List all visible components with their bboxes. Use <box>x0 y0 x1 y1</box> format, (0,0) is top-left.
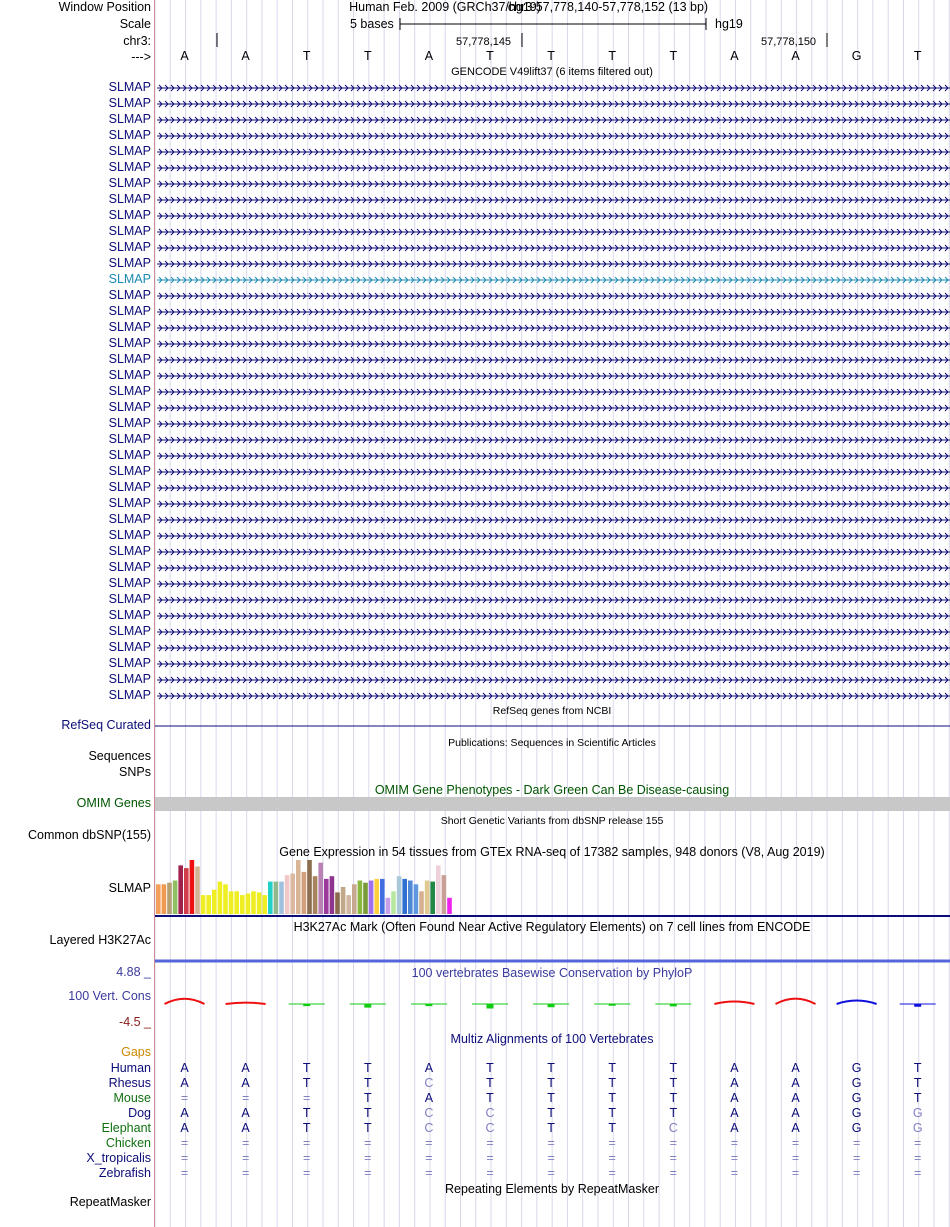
reference-base: A <box>180 49 189 63</box>
gtex-tissue-bar <box>346 895 351 914</box>
gtex-tissue-bar <box>369 881 374 914</box>
h3k27ac-signal-line <box>155 959 950 965</box>
multiz-aligned-base: C <box>424 1076 434 1090</box>
multiz-aligned-base: = <box>608 1151 616 1165</box>
publications-track-title: Publications: Sequences in Scientific Articles <box>448 737 656 749</box>
multiz-aligned-base: A <box>241 1061 250 1075</box>
multiz-aligned-base: T <box>363 1076 372 1090</box>
snps-track-label[interactable]: SNPs <box>119 765 151 779</box>
multiz-aligned-base: = <box>730 1166 739 1180</box>
multiz-aligned-base: = <box>425 1136 433 1150</box>
multiz-aligned-base: T <box>547 1091 555 1105</box>
multiz-aligned-base: = <box>852 1166 861 1180</box>
multiz-aligned-base: A <box>241 1121 250 1135</box>
phylop-score-mark <box>655 1004 691 1006</box>
gtex-tissue-bar <box>386 898 391 914</box>
gaps-label: Gaps <box>121 1045 151 1059</box>
gtex-tissue-bar <box>290 874 295 915</box>
gtex-tissue-bar <box>436 865 441 914</box>
multiz-aligned-base: = <box>914 1136 922 1150</box>
gencode-transcript-label[interactable]: SLMAP <box>108 544 151 558</box>
multiz-aligned-base: = <box>303 1151 311 1165</box>
multiz-aligned-base: A <box>180 1121 189 1135</box>
multiz-aligned-base: = <box>241 1151 250 1165</box>
multiz-aligned-base: T <box>302 1106 311 1120</box>
multiz-aligned-base: = <box>791 1166 800 1180</box>
multiz-track-title: Multiz Alignments of 100 Vertebrates <box>450 1032 654 1046</box>
gencode-transcript-label[interactable]: SLMAP <box>108 528 151 542</box>
gencode-transcript-label[interactable]: SLMAP <box>108 688 151 702</box>
phylop-score-mark <box>837 1001 877 1004</box>
gtex-tissue-bar <box>447 898 452 914</box>
multiz-aligned-base: G <box>851 1106 862 1120</box>
multiz-aligned-base: A <box>241 1076 250 1090</box>
gtex-tissue-bar <box>313 876 318 914</box>
multiz-aligned-base: T <box>608 1061 617 1075</box>
repeatmasker-track-title: Repeating Elements by RepeatMasker <box>444 1182 660 1196</box>
multiz-aligned-base: = <box>425 1166 433 1180</box>
multiz-aligned-base: = <box>180 1136 189 1150</box>
multiz-aligned-base: T <box>913 1061 922 1075</box>
phylop-track-label[interactable]: 100 Vert. Cons <box>68 989 151 1003</box>
multiz-aligned-base: A <box>730 1076 739 1090</box>
gencode-transcript-label[interactable]: SLMAP <box>108 240 151 254</box>
multiz-aligned-base: A <box>791 1076 800 1090</box>
multiz-aligned-base: G <box>912 1106 923 1120</box>
gencode-transcript-label[interactable]: SLMAP <box>108 592 151 606</box>
multiz-aligned-base: = <box>730 1136 739 1150</box>
gtex-tissue-bar <box>167 883 172 914</box>
multiz-aligned-base: = <box>241 1091 250 1105</box>
multiz-species-label[interactable]: X_tropicalis <box>86 1151 151 1165</box>
phylop-score-mark <box>594 1004 630 1005</box>
multiz-aligned-base: T <box>608 1121 617 1135</box>
multiz-aligned-base: = <box>914 1166 922 1180</box>
multiz-aligned-base: A <box>180 1106 189 1120</box>
multiz-aligned-base: T <box>486 1091 494 1105</box>
gtex-tissue-bar <box>274 882 279 914</box>
gtex-tissue-bar <box>268 882 273 914</box>
phylop-max-label: 4.88 _ <box>116 965 151 979</box>
multiz-aligned-base: T <box>363 1106 372 1120</box>
multiz-aligned-base: T <box>302 1061 311 1075</box>
gencode-transcript-label[interactable]: SLMAP <box>108 480 151 494</box>
reference-base: A <box>241 49 250 63</box>
multiz-aligned-base: A <box>424 1091 434 1105</box>
gtex-tissue-bar <box>173 881 178 914</box>
multiz-aligned-base: A <box>791 1121 800 1135</box>
multiz-aligned-base: T <box>486 1061 494 1075</box>
phylop-score-mark <box>714 1001 754 1004</box>
gtex-tissue-bar <box>206 895 211 914</box>
omim-track-label[interactable]: OMIM Genes <box>76 796 151 810</box>
gencode-transcript-label[interactable]: SLMAP <box>108 208 151 222</box>
gtex-tissue-bar <box>330 876 335 914</box>
multiz-aligned-base: = <box>852 1136 861 1150</box>
multiz-aligned-base: = <box>608 1136 616 1150</box>
reference-base: T <box>486 49 494 63</box>
multiz-aligned-base: T <box>547 1106 555 1120</box>
multiz-aligned-base: T <box>608 1091 617 1105</box>
multiz-aligned-base: = <box>364 1136 372 1150</box>
multiz-aligned-base: = <box>852 1151 861 1165</box>
reference-base: T <box>669 49 678 63</box>
multiz-aligned-base: A <box>791 1106 800 1120</box>
gencode-transcript-label[interactable]: SLMAP <box>108 352 151 366</box>
gtex-tissue-bar <box>341 887 346 914</box>
gtex-tissue-bar <box>397 876 402 914</box>
dbsnp-track-title: Short Genetic Variants from dbSNP release 155 <box>440 815 664 827</box>
multiz-aligned-base: G <box>851 1061 862 1075</box>
multiz-species-label[interactable]: Human <box>110 1061 151 1075</box>
multiz-aligned-base: = <box>364 1166 372 1180</box>
gtex-tissue-bar <box>425 881 430 914</box>
gtex-tissue-bar <box>324 879 329 914</box>
multiz-aligned-base: = <box>180 1166 189 1180</box>
gtex-tissue-bar <box>296 860 301 914</box>
multiz-aligned-base: T <box>669 1091 678 1105</box>
multiz-aligned-base: = <box>241 1166 250 1180</box>
multiz-species-label[interactable]: Elephant <box>101 1121 151 1135</box>
gencode-transcript-label[interactable]: SLMAP <box>108 432 151 446</box>
phylop-track-title: 100 vertebrates Basewise Conservation by PhyloP <box>411 966 693 980</box>
ruler-ticks <box>155 33 950 49</box>
multiz-aligned-base: G <box>851 1091 862 1105</box>
gencode-transcript-label[interactable]: SLMAP <box>108 464 151 478</box>
gtex-tissue-bar <box>190 860 195 914</box>
gtex-tissue-bar <box>229 891 234 914</box>
common-dbsnp-track-label[interactable]: Common dbSNP(155) <box>28 828 151 842</box>
gtex-tissue-bar <box>251 891 256 914</box>
phylop-score-mark <box>472 1004 508 1008</box>
multiz-aligned-base: = <box>180 1151 189 1165</box>
multiz-aligned-base: T <box>302 1076 311 1090</box>
reference-base: A <box>730 49 739 63</box>
gencode-transcript-label[interactable]: SLMAP <box>108 320 151 334</box>
phylop-score-mark <box>226 1003 266 1004</box>
track-labels-panel <box>0 0 155 1227</box>
gtex-tissue-bar <box>402 879 407 914</box>
phylop-score-mark <box>776 999 816 1004</box>
genomic-position: chr3:57,778,140-57,778,152 (13 bp) <box>507 0 709 14</box>
scale-bases-label: 5 bases <box>350 17 394 31</box>
multiz-aligned-base: T <box>608 1106 617 1120</box>
track-image-area <box>155 0 950 1227</box>
reference-base: A <box>424 49 434 63</box>
strand-direction-label: ---> <box>131 50 151 64</box>
gtex-tissue-bar <box>246 893 251 914</box>
multiz-aligned-base: T <box>669 1061 678 1075</box>
gencode-transcript-label[interactable]: SLMAP <box>108 672 151 686</box>
gencode-transcript-label[interactable]: SLMAP <box>108 176 151 190</box>
multiz-aligned-base: G <box>851 1121 862 1135</box>
reference-base: T <box>913 49 922 63</box>
multiz-aligned-base: A <box>730 1091 739 1105</box>
phylop-score-mark <box>411 1004 447 1006</box>
multiz-aligned-base: G <box>912 1121 923 1135</box>
phylop-min-label: -4.5 _ <box>119 1015 151 1029</box>
scale-label: Scale <box>119 17 151 31</box>
multiz-species-label[interactable]: Chicken <box>105 1136 151 1150</box>
omim-track-title: OMIM Gene Phenotypes - Dark Green Can Be Disease-causing <box>374 783 730 797</box>
multiz-aligned-base: T <box>363 1091 372 1105</box>
gtex-tissue-bar <box>363 883 368 914</box>
gencode-transcript-label[interactable]: SLMAP <box>108 144 151 158</box>
multiz-aligned-base: = <box>486 1151 494 1165</box>
multiz-aligned-base: A <box>730 1061 739 1075</box>
multiz-aligned-base: A <box>791 1091 800 1105</box>
h3k27ac-track-label[interactable]: Layered H3K27Ac <box>49 933 151 947</box>
multiz-aligned-base: = <box>486 1166 494 1180</box>
gtex-tissue-bar <box>218 882 223 914</box>
multiz-aligned-base: = <box>914 1151 922 1165</box>
multiz-aligned-base: = <box>608 1166 616 1180</box>
gtex-tissue-bar <box>374 879 379 914</box>
gtex-tissue-bar <box>358 881 363 914</box>
multiz-aligned-base: T <box>302 1121 311 1135</box>
multiz-aligned-base: = <box>730 1151 739 1165</box>
gencode-transcript-label[interactable]: SLMAP <box>108 96 151 110</box>
multiz-aligned-base: = <box>669 1166 677 1180</box>
chromosome-label: chr3: <box>123 34 151 48</box>
gtex-tissue-bar <box>195 866 200 914</box>
multiz-aligned-base: = <box>547 1136 555 1150</box>
multiz-aligned-base: A <box>180 1076 189 1090</box>
multiz-aligned-base: = <box>486 1136 494 1150</box>
gencode-transcript-label[interactable]: SLMAP <box>108 192 151 206</box>
multiz-aligned-base: T <box>547 1061 555 1075</box>
phylop-score-mark <box>289 1004 325 1006</box>
gencode-transcript-label[interactable]: SLMAP <box>108 256 151 270</box>
gencode-transcript-label[interactable]: SLMAP <box>108 304 151 318</box>
repeatmasker-track-label[interactable]: RepeatMasker <box>69 1195 151 1209</box>
gtex-tissue-bar <box>442 875 447 914</box>
refseq-gene-line[interactable] <box>155 724 950 728</box>
gtex-tissue-bar <box>408 881 413 914</box>
ruler-coordinate-1: 57,778,145 <box>456 36 512 48</box>
gtex-tissue-bar <box>178 865 183 914</box>
gtex-tissue-bar <box>240 895 245 914</box>
gtex-tissue-bar <box>419 891 424 914</box>
multiz-species-label[interactable]: Rhesus <box>108 1076 151 1090</box>
multiz-aligned-base: T <box>913 1091 922 1105</box>
omim-gene-bar[interactable] <box>155 797 950 811</box>
multiz-aligned-base: C <box>485 1106 495 1120</box>
multiz-aligned-base: A <box>180 1061 189 1075</box>
multiz-species-label[interactable]: Dog <box>128 1106 151 1120</box>
gencode-transcript-label[interactable]: SLMAP <box>108 448 151 462</box>
gencode-transcript-label[interactable]: SLMAP <box>108 624 151 638</box>
multiz-aligned-base: = <box>669 1136 677 1150</box>
gencode-transcript-label[interactable]: SLMAP <box>108 656 151 670</box>
multiz-aligned-base: = <box>791 1136 800 1150</box>
gtex-tissue-bar <box>184 868 189 914</box>
reference-base: A <box>791 49 800 63</box>
gencode-transcript-label[interactable]: SLMAP <box>108 112 151 126</box>
multiz-aligned-base: T <box>669 1106 678 1120</box>
multiz-aligned-base: = <box>669 1151 677 1165</box>
multiz-species-label[interactable]: Mouse <box>113 1091 151 1105</box>
gtex-tissue-bar <box>352 884 357 914</box>
gencode-transcript-label[interactable]: SLMAP <box>108 272 151 286</box>
gtex-tissue-bar <box>223 884 228 914</box>
phylop-conservation-chart[interactable] <box>155 994 950 1018</box>
assembly-name: Human Feb. 2009 (GRCh37/hg19) <box>349 0 541 14</box>
gtex-tissue-bar <box>302 872 307 914</box>
multiz-aligned-base: A <box>424 1061 434 1075</box>
gtex-tissue-bar <box>335 892 340 914</box>
gencode-transcript-label[interactable]: SLMAP <box>108 608 151 622</box>
sequences-track-label[interactable]: Sequences <box>88 749 151 763</box>
h3k27ac-track-title: H3K27Ac Mark (Often Found Near Active Regulatory Elements) on 7 cell lines from ENCODE <box>293 920 811 934</box>
gencode-transcript-label[interactable]: SLMAP <box>108 576 151 590</box>
gencode-track-title: GENCODE V49lift37 (6 items filtered out) <box>451 66 653 78</box>
multiz-aligned-base: T <box>547 1076 555 1090</box>
gtex-tissue-bar <box>414 884 419 914</box>
gtex-tissue-bar <box>162 884 167 914</box>
gencode-transcript-label[interactable]: SLMAP <box>108 80 151 94</box>
gtex-tissue-bar <box>262 895 267 914</box>
ruler-coordinate-2: 57,778,150 <box>761 36 817 48</box>
gtex-tissue-bar <box>201 895 206 914</box>
multiz-aligned-base: T <box>486 1076 494 1090</box>
phylop-score-mark <box>533 1004 569 1007</box>
gencode-transcript-label[interactable]: SLMAP <box>108 160 151 174</box>
phylop-score-mark <box>900 1004 936 1006</box>
gtex-tissue-bar <box>285 875 290 914</box>
multiz-aligned-base: = <box>364 1151 372 1165</box>
multiz-aligned-base: = <box>180 1091 189 1105</box>
window-position-label: Window Position <box>58 0 151 14</box>
multiz-aligned-base: = <box>791 1151 800 1165</box>
gencode-transcript-label[interactable]: SLMAP <box>108 400 151 414</box>
refseq-track-label[interactable]: RefSeq Curated <box>61 718 151 732</box>
gencode-transcript-label[interactable]: SLMAP <box>108 560 151 574</box>
multiz-aligned-base: T <box>363 1121 372 1135</box>
gencode-transcript-label[interactable]: SLMAP <box>108 640 151 654</box>
scale-assembly-label: hg19 <box>715 17 743 31</box>
multiz-aligned-base: = <box>547 1151 555 1165</box>
multiz-aligned-base: = <box>241 1136 250 1150</box>
gtex-expression-chart[interactable] <box>155 858 950 918</box>
multiz-aligned-base: = <box>303 1136 311 1150</box>
refseq-track-title: RefSeq genes from NCBI <box>492 705 612 717</box>
multiz-aligned-base: = <box>425 1151 433 1165</box>
gencode-transcript-label[interactable]: SLMAP <box>108 496 151 510</box>
gencode-transcript-label[interactable]: SLMAP <box>108 128 151 142</box>
multiz-aligned-base: C <box>424 1121 434 1135</box>
gtex-tissue-bar <box>430 882 435 914</box>
gtex-tissue-bar <box>212 890 217 914</box>
gtex-tissue-bar <box>257 892 262 914</box>
gencode-transcript-label[interactable]: SLMAP <box>108 512 151 526</box>
gencode-transcript-label[interactable]: SLMAP <box>108 336 151 350</box>
gencode-transcript-label[interactable]: SLMAP <box>108 224 151 238</box>
reference-base: T <box>608 49 617 63</box>
reference-base: T <box>547 49 555 63</box>
gtex-track-label[interactable]: SLMAP <box>108 881 151 895</box>
multiz-aligned-base: A <box>730 1106 739 1120</box>
multiz-aligned-base: C <box>424 1106 434 1120</box>
gencode-transcript-label[interactable]: SLMAP <box>108 384 151 398</box>
gtex-tissue-bar <box>391 891 396 914</box>
gencode-transcript-label[interactable]: SLMAP <box>108 416 151 430</box>
multiz-aligned-base: = <box>303 1091 311 1105</box>
multiz-aligned-base: C <box>485 1121 495 1135</box>
gtex-track-title: Gene Expression in 54 tissues from GTEx RNA-seq of 17382 samples, 948 donors (V8, Aug 2019) <box>279 845 825 859</box>
reference-base: T <box>363 49 372 63</box>
multiz-aligned-base: A <box>241 1106 250 1120</box>
gtex-tissue-bar <box>307 860 312 914</box>
multiz-aligned-base: = <box>303 1166 311 1180</box>
multiz-aligned-base: T <box>913 1076 922 1090</box>
multiz-species-label[interactable]: Zebrafish <box>98 1166 151 1180</box>
gtex-tissue-bar <box>279 882 284 914</box>
gtex-tissue-bar <box>234 891 239 914</box>
multiz-aligned-base: C <box>668 1121 678 1135</box>
multiz-aligned-base: T <box>547 1121 555 1135</box>
gtex-tissue-bar <box>156 884 161 914</box>
multiz-aligned-base: A <box>791 1061 800 1075</box>
gtex-tissue-bar <box>318 863 323 914</box>
multiz-aligned-base: T <box>363 1061 372 1075</box>
multiz-aligned-base: T <box>608 1076 617 1090</box>
gencode-transcripts[interactable] <box>155 80 950 700</box>
phylop-score-mark <box>350 1004 386 1007</box>
multiz-aligned-base: T <box>669 1076 678 1090</box>
multiz-aligned-base: A <box>730 1121 739 1135</box>
reference-base: T <box>302 49 311 63</box>
gencode-transcript-label[interactable]: SLMAP <box>108 288 151 302</box>
phylop-score-mark <box>165 999 205 1004</box>
multiz-aligned-base: G <box>851 1076 862 1090</box>
reference-base: G <box>851 49 862 63</box>
multiz-aligned-base: = <box>547 1166 555 1180</box>
gencode-transcript-label[interactable]: SLMAP <box>108 368 151 382</box>
gtex-tissue-bar <box>380 879 385 914</box>
